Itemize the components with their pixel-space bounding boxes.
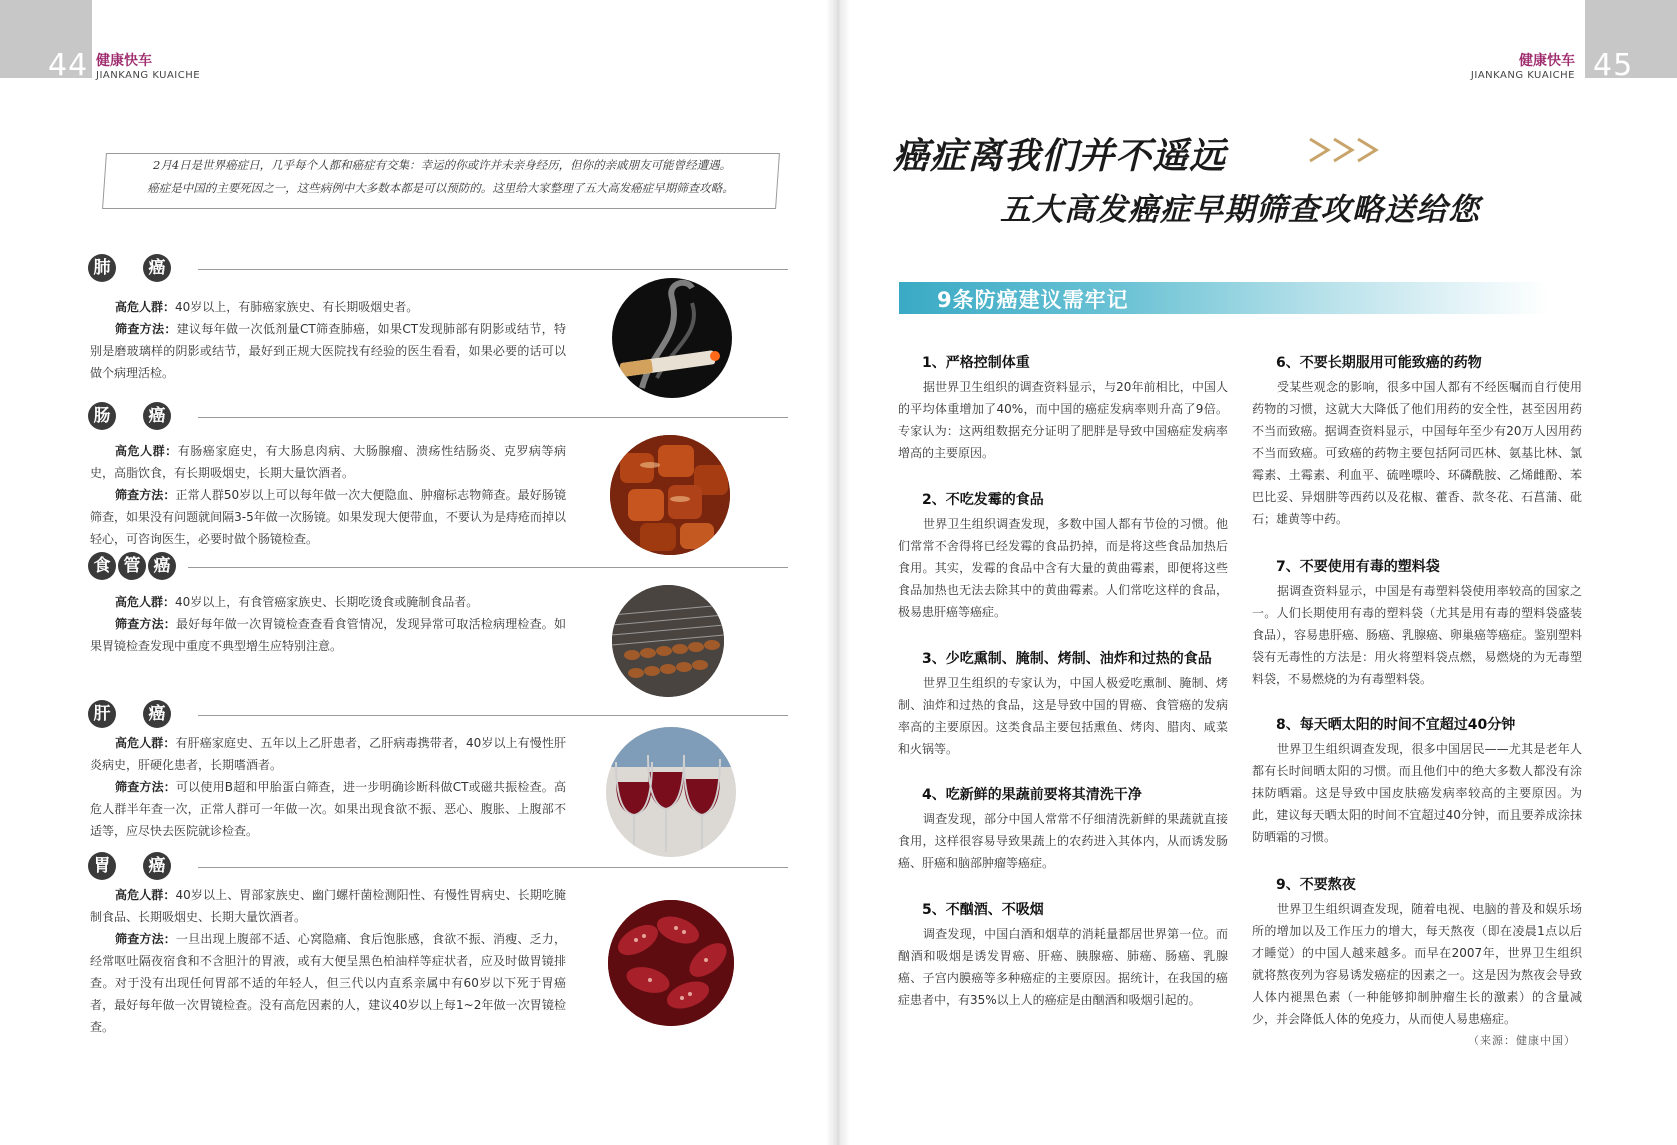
smoking-cigarette-photo — [612, 278, 732, 398]
screening-text: 正常人群50岁以上可以每年做一次大便隐血、肿瘤标志物筛查。最好肠镜筛查，如果没有问题就间隔3-5年做一次肠镜。如果发现大便带血，不要认为是痔疮而掉以轻心，可咨询医生，必要时做个肠镜检查。 — [90, 488, 566, 546]
section-body — [90, 296, 566, 384]
high-risk-label: 高危人群： — [115, 888, 176, 902]
tip-body: 世界卫生组织调查发现，随着电视、电脑的普及和娱乐场所的增加以及工作压力的增大，每天熬夜（即在凌晨1点以后才睡觉）的中国人越来越多。而早在2007年，世界卫生组织就将熬夜列为容易诱发癌症的因素之一。这是因为熬夜会导致人体内褪黑色素（一种能够抑制肿瘤生长的激素）的含量减少，并会降低人体的免疫力，从而使人易患癌症。 — [1252, 902, 1582, 1026]
high-risk-text: 有肠癌家庭史，有大肠息肉病、大肠腺瘤、溃疡性结肠炎、克罗病等病史，高脂饮食，有长期吸烟史，长期大量饮酒者。 — [90, 444, 566, 480]
book-gutter — [826, 0, 850, 1145]
section-heading — [88, 700, 788, 730]
subtitle: 五大高发癌症早期筛查攻略送给您 — [1000, 192, 1480, 228]
magazine-subtitle: JIANKANG KUAICHE — [96, 70, 201, 81]
page-number: 44 — [48, 48, 89, 83]
heading-char: 管 — [118, 552, 146, 580]
section-heading — [88, 402, 788, 432]
screening-label: 筛查方法： — [115, 488, 176, 502]
section-divider — [198, 715, 788, 716]
intro-line-2: 癌症是中国的主要死因之一，这些病例中大多数本都是可以预防的。这里给大家整理了五大高发癌症早期筛查攻略。 — [147, 181, 734, 195]
tip-body: 世界卫生组织调查发现，很多中国居民——尤其是老年人都有长时间晒太阳的习惯。而且他们中的绝大多数人都没有涂抹防晒霜。这是导致中国皮肤癌发病率较高的主要原因。为此，建议每天晒太阳的时间不宜超过40分钟，而且要养成涂抹防晒霜的习惯。 — [1252, 742, 1582, 844]
screening-text: 可以使用B超和甲胎蛋白筛查，进一步明确诊断科做CT或磁共振检查。高危人群半年查一次，正常人群可一年做一次。如果出现食欲不振、恶心、腹胀、上腹部不适等，应尽快去医院就诊检查。 — [90, 780, 566, 838]
heading-char: 肝 — [88, 700, 116, 728]
tip-1 — [898, 352, 1228, 464]
braised-pork-photo — [610, 435, 730, 555]
section-body — [90, 591, 566, 657]
screening-label: 筛查方法： — [115, 617, 176, 631]
red-wine-toast-photo — [606, 727, 736, 857]
magazine-subtitle: JIANKANG KUAICHE — [1470, 70, 1575, 81]
high-risk-text: 有肝癌家庭史、五年以上乙肝患者，乙肝病毒携带者，40岁以上有慢性肝炎病史，肝硬化患者，长期嗜酒者。 — [90, 736, 566, 772]
tip-5 — [898, 899, 1228, 1011]
tip-body: 世界卫生组织调查发现，多数中国人都有节俭的习惯。他们常常不舍得将已经发霉的食品扔掉，而是将这些食品加热后食用。其实，发霉的食品中含有大量的黄曲霉素，即便将这些食品加热也无法去除其中的黄曲霉素。人们常吃这样的食品，极易患肝癌等癌症。 — [898, 517, 1228, 619]
tip-body: 受某些观念的影响，很多中国人都有不经医嘱而自行使用药物的习惯，这就大大降低了他们用药的安全性，甚至因用药不当而致癌。据调查资料显示，中国每年至少有20万人因用药不当而致癌。可致癌的药物主要包括阿司匹林、氨基比林、氯霉素、土霉素、利血平、硫唑嘌呤、环磷酰胺、乙烯雌酚、苯巴比妥、异烟肼等西药以及花椒、藿香、款冬花、石菖蒲、砒石；雄黄等中药。 — [1252, 380, 1582, 526]
page-number: 45 — [1593, 48, 1634, 83]
tip-6 — [1252, 352, 1582, 530]
heading-char: 肺 — [88, 254, 116, 282]
high-risk-label: 高危人群： — [115, 444, 178, 458]
high-risk-text: 40岁以上，有肺癌家族史、有长期吸烟史者。 — [175, 300, 419, 314]
screening-label: 筛查方法： — [115, 780, 176, 794]
tips-banner — [899, 282, 1549, 314]
section-body — [90, 884, 566, 1038]
left-page — [0, 0, 838, 1145]
tip-title: 2、不吃发霉的食品 — [922, 492, 1044, 508]
section-heading — [88, 852, 788, 882]
tip-title: 3、少吃熏制、腌制、烤制、油炸和过热的食品 — [922, 651, 1212, 667]
tip-title: 6、不要长期服用可能致癌的药物 — [1276, 355, 1482, 371]
chevrons-icon — [1306, 135, 1386, 169]
tip-title: 1、严格控制体重 — [922, 355, 1030, 371]
tip-body: 世界卫生组织的专家认为，中国人极爱吃熏制、腌制、烤制、油炸和过热的食品，这是导致中国的胃癌、食管癌的发病率高的主要原因。这类食品主要包括熏鱼、烤肉、腊肉、咸菜和火锅等。 — [898, 676, 1228, 756]
tip-body: 据调查资料显示，中国是有毒塑料袋使用率较高的国家之一。人们长期使用有毒的塑料袋（尤其是用有毒的塑料袋盛装食品），容易患肝癌、肠癌、乳腺癌、卵巢癌等癌症。鉴别塑料袋有无毒性的方法是：用火将塑料袋点燃，易燃烧的为无毒塑料袋，不易燃烧的为有毒塑料袋。 — [1252, 584, 1583, 686]
barbecue-skewers-photo — [612, 585, 724, 697]
tip-title: 5、不酗酒、不吸烟 — [922, 902, 1044, 918]
high-risk-label: 高危人群： — [115, 300, 176, 314]
tip-7 — [1252, 556, 1582, 690]
main-title: 癌症离我们并不遥远 — [893, 136, 1227, 177]
tip-8 — [1252, 714, 1582, 848]
screening-text: 一旦出现上腹部不适、心窝隐痛、食后饱胀感，食欲不振、消瘦、乏力，经常呕吐隔夜宿食和不含胆汁的胃液，或有大便呈黑色柏油样等症状者，应及时做胃镜排查。对于没有出现任何胃部不适的年轻人，但三代以内直系亲属中有60岁以下死于胃癌者，最好每年做一次胃镜检查。没有高危因素的人，建议40岁以上每1~2年做一次胃镜检查。 — [90, 932, 566, 1034]
screening-label: 筛查方法： — [115, 932, 176, 946]
heading-char: 食 — [88, 552, 116, 580]
heading-char: 癌 — [143, 700, 171, 728]
section-divider — [198, 867, 788, 868]
cured-sausage-photo — [608, 900, 734, 1026]
screening-text: 最好每年做一次胃镜检查查看食管情况，发现异常可取活检病理检查。如果胃镜检查发现中重度不典型增生应特别注意。 — [90, 617, 566, 653]
heading-char: 癌 — [143, 852, 171, 880]
right-page — [838, 0, 1677, 1145]
tip-title: 4、吃新鲜的果蔬前要将其清洗干净 — [922, 787, 1142, 803]
intro-box — [102, 153, 780, 209]
tip-body: 调查发现，中国白酒和烟草的消耗量都居世界第一位。而酗酒和吸烟是诱发胃癌、肝癌、胰腺癌、肺癌、肠癌、乳腺癌、子宫内膜癌等多种癌症的主要原因。据统计，在我国的癌症患者中，有35%以上人的癌症是由酗酒和吸烟引起的。 — [898, 927, 1228, 1007]
tips-banner-label: 9条防癌建议需牢记 — [937, 288, 1129, 312]
heading-char: 胃 — [88, 852, 116, 880]
tip-3 — [898, 648, 1228, 760]
screening-label: 筛查方法： — [115, 322, 177, 336]
section-body — [90, 440, 566, 550]
section-divider — [188, 567, 788, 568]
tip-title: 8、每天晒太阳的时间不宜超过40分钟 — [1276, 717, 1516, 733]
tip-title: 9、不要熬夜 — [1276, 877, 1356, 893]
section-body — [90, 732, 566, 842]
high-risk-text: 40岁以上、胃部家族史、幽门螺杆菌检测阳性、有慢性胃病史、长期吃腌制食品、长期吸烟史、长期大量饮酒者。 — [90, 888, 566, 924]
section-divider — [198, 417, 788, 418]
tip-9 — [1252, 874, 1582, 1030]
tip-title: 7、不要使用有毒的塑料袋 — [1276, 559, 1440, 575]
tip-body: 调查发现，部分中国人常常不仔细清洗新鲜的果蔬就直接食用，这样很容易导致果蔬上的农药进入其体内，从而诱发肠癌、肝癌和脑部肿瘤等癌症。 — [898, 812, 1228, 870]
heading-char: 癌 — [143, 402, 171, 430]
source-note: （来源：健康中国） — [1468, 1034, 1576, 1047]
heading-char: 癌 — [148, 552, 176, 580]
high-risk-label: 高危人群： — [115, 595, 176, 609]
tip-4 — [898, 784, 1228, 874]
heading-char: 肠 — [88, 402, 116, 430]
section-divider — [198, 269, 788, 270]
tip-body: 据世界卫生组织的调查资料显示，与20年前相比，中国人的平均体重增加了40%，而中国的癌症发病率则升高了9倍。专家认为：这两组数据充分证明了肥胖是导致中国癌症发病率增高的主要原因。 — [898, 380, 1228, 460]
tip-2 — [898, 489, 1228, 623]
magazine-title: 健康快车 — [96, 53, 152, 69]
high-risk-label: 高危人群： — [115, 736, 176, 750]
intro-line-1: 2月4日是世界癌症日，几乎每个人都和癌症有交集：幸运的你或许并未亲身经历，但你的亲戚朋友可能曾经遭遇。 — [153, 158, 732, 172]
section-heading — [88, 552, 788, 582]
screening-text: 建议每年做一次低剂量CT筛查肺癌，如果CT发现肺部有阴影或结节，特别是磨玻璃样的阴影或结节，最好到正规大医院找有经验的医生看看，如果必要的话可以做个病理活检。 — [90, 322, 566, 380]
magazine-title: 健康快车 — [1519, 53, 1575, 69]
heading-char: 癌 — [143, 254, 171, 282]
high-risk-text: 40岁以上，有食管癌家族史、长期吃烫食或腌制食品者。 — [175, 595, 479, 609]
